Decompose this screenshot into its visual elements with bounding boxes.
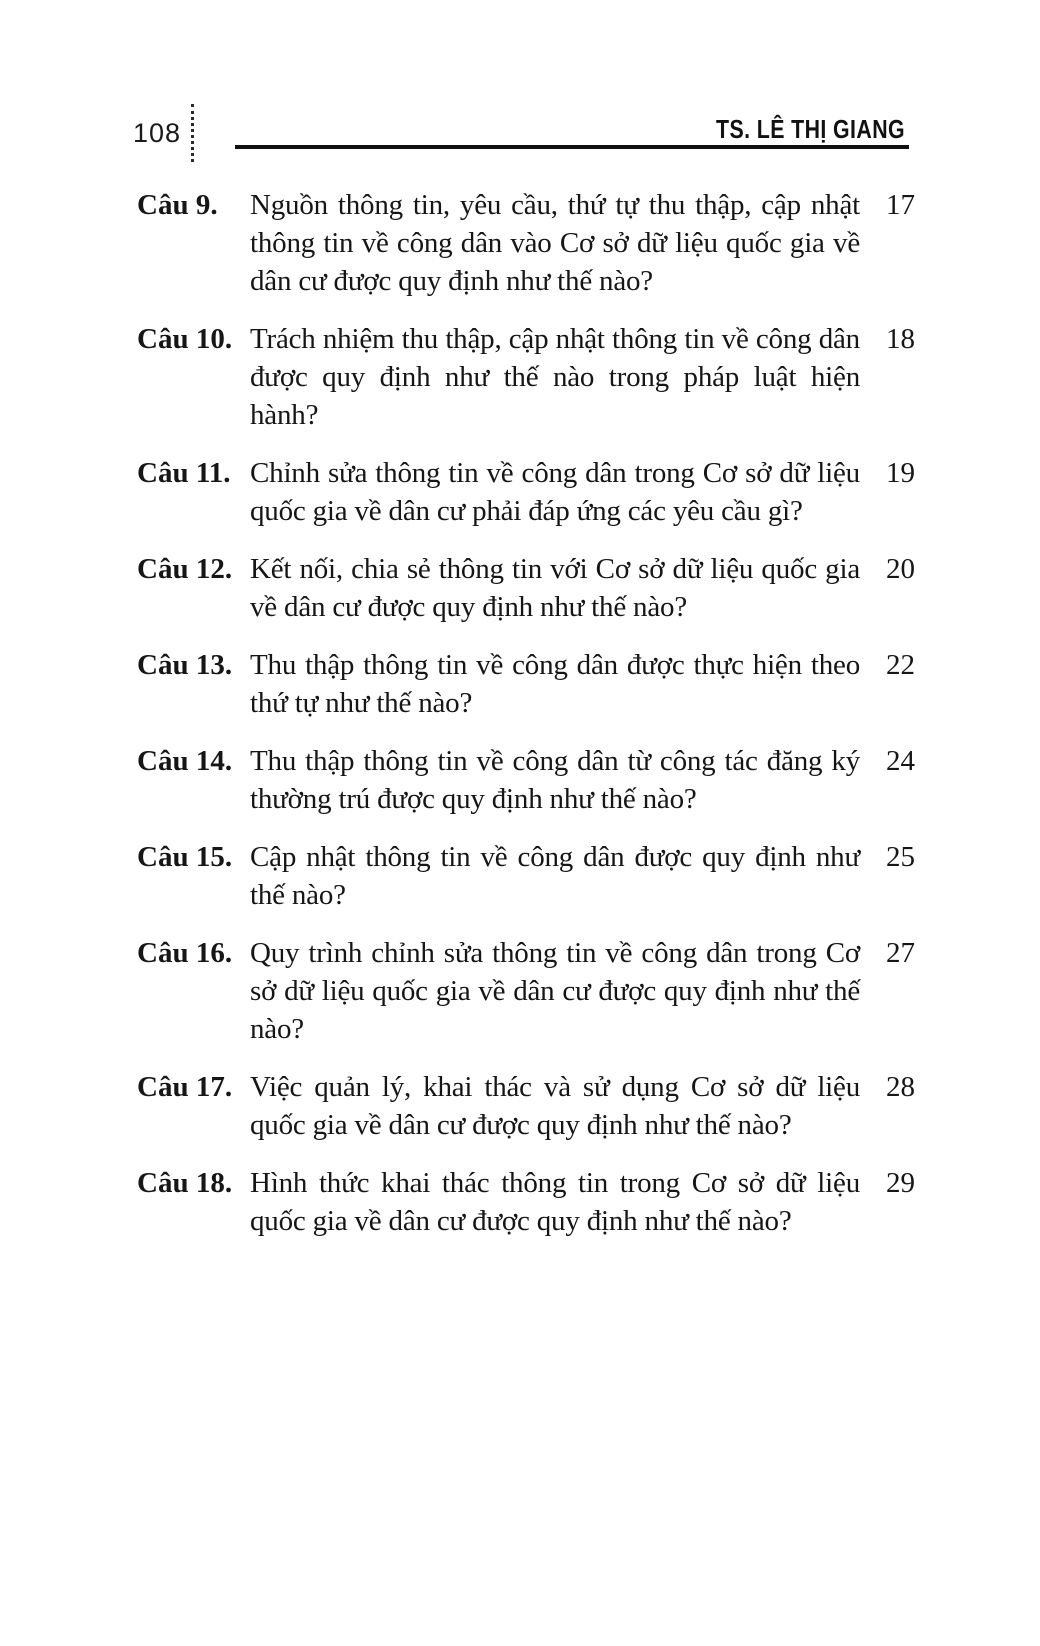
page-number: 108: [133, 118, 182, 148]
toc-item-label: Câu 11.: [137, 457, 231, 489]
toc-item: [137, 1068, 915, 1144]
toc-item-page-ref: 25: [886, 841, 915, 873]
toc-list: [137, 186, 915, 1260]
toc-item-label: Câu 18.: [137, 1167, 233, 1199]
toc-item: [137, 454, 915, 530]
toc-item-page-ref: 19: [886, 457, 915, 489]
toc-item-question: Kết nối, chia sẻ thông tin với Cơ sở dữ liệu quốc gia về dân cư được quy định như thế nào?: [250, 553, 860, 623]
toc-item-question: Thu thập thông tin về công dân từ công tác đăng ký thường trú được quy định như thế nào?: [250, 745, 860, 815]
toc-item: [137, 646, 915, 722]
toc-item-label: Câu 14.: [137, 745, 233, 777]
toc-item-question: Trách nhiệm thu thập, cập nhật thông tin về công dân được quy định như thế nào trong pháp luật hiện hành?: [250, 323, 860, 431]
toc-item: [137, 320, 915, 434]
toc-item: [137, 1164, 915, 1240]
toc-item-page-ref: 18: [886, 323, 915, 355]
toc-item-question: Quy trình chỉnh sửa thông tin về công dân trong Cơ sở dữ liệu quốc gia về dân cư được quy định như thế nào?: [250, 937, 860, 1045]
toc-item-page-ref: 29: [886, 1167, 915, 1199]
toc-item-question: Hình thức khai thác thông tin trong Cơ sở dữ liệu quốc gia về dân cư được quy định như thế nào?: [250, 1167, 860, 1237]
toc-item-page-ref: 17: [886, 189, 915, 221]
toc-item: [137, 186, 915, 300]
toc-item-label: Câu 16.: [137, 937, 233, 969]
chain-divider: [191, 104, 194, 162]
toc-item-page-ref: 24: [886, 745, 915, 777]
toc-item-question: Chỉnh sửa thông tin về công dân trong Cơ sở dữ liệu quốc gia về dân cư phải đáp ứng các yêu cầu gì?: [250, 457, 860, 527]
toc-item-label: Câu 12.: [137, 553, 233, 585]
header-rule: [235, 145, 909, 149]
toc-item-page-ref: 28: [886, 1071, 915, 1103]
toc-item-page-ref: 22: [886, 649, 915, 681]
toc-item: [137, 934, 915, 1048]
toc-item-label: Câu 9.: [137, 189, 218, 221]
toc-item: [137, 742, 915, 818]
toc-item-label: Câu 17.: [137, 1071, 233, 1103]
toc-item-question: Nguồn thông tin, yêu cầu, thứ tự thu thập, cập nhật thông tin về công dân vào Cơ sở dữ liệu quốc gia về dân cư được quy định như thế nào?: [250, 189, 860, 297]
toc-item-question: Việc quản lý, khai thác và sử dụng Cơ sở dữ liệu quốc gia về dân cư được quy định như thế nào?: [250, 1071, 860, 1141]
author-name: TS. LÊ THỊ GIANG: [716, 114, 905, 144]
toc-item-page-ref: 27: [886, 937, 915, 969]
toc-item-page-ref: 20: [886, 553, 915, 585]
toc-item: [137, 550, 915, 626]
toc-item-label: Câu 13.: [137, 649, 233, 681]
toc-item-label: Câu 10.: [137, 323, 233, 355]
toc-item-question: Thu thập thông tin về công dân được thực hiện theo thứ tự như thế nào?: [250, 649, 860, 719]
toc-item-question: Cập nhật thông tin về công dân được quy định như thế nào?: [250, 841, 860, 911]
toc-item: [137, 838, 915, 914]
toc-item-label: Câu 15.: [137, 841, 233, 873]
